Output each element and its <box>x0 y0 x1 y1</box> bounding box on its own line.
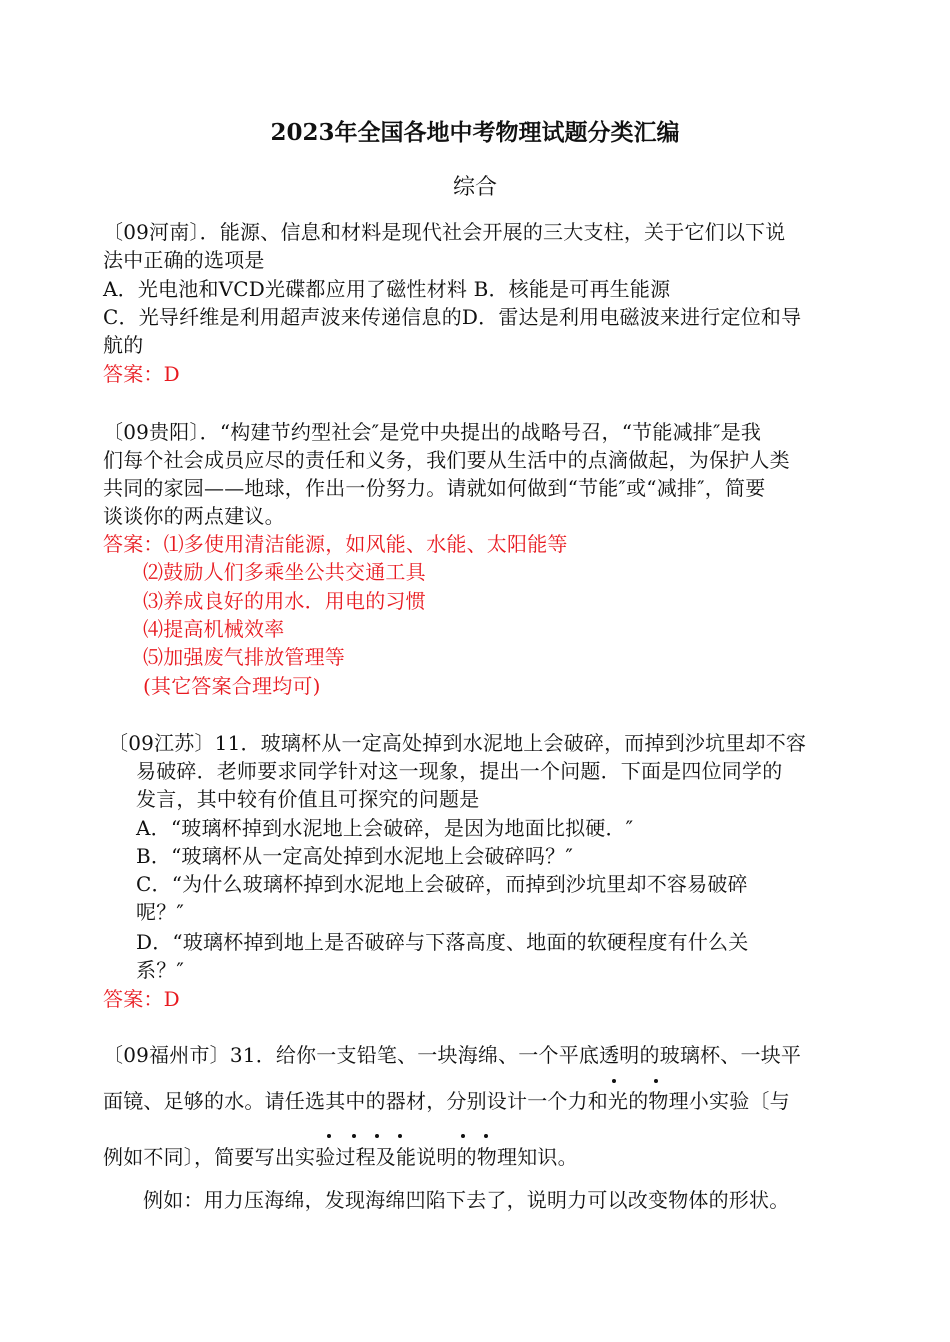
q2-answer-note: (其它答案合理均可) <box>143 674 321 698</box>
document-title: 2023年全国各地中考物理试题分类汇编 <box>270 119 680 146</box>
q3-stem-line: 发言，其中较有价值且可探究的问题是 <box>136 787 480 811</box>
q3-option-d: 系？″ <box>136 958 185 982</box>
q3-option-a: A．“玻璃杯掉到水泥地上会破碎，是因为地面比拟硬．″ <box>136 816 634 840</box>
q2-answer: 答案：⑴多使用清洁能源，如风能、水能、太阳能等 <box>103 532 568 556</box>
q2-stem-line: 共同的家园——地球，作出一份努力。请就如何做到“节能″或“减排″，简要 <box>103 476 766 500</box>
q1-option-cd: C．光导纤维是利用超声波来传递信息的D．雷达是利用电磁波来进行定位和导 <box>103 305 802 329</box>
q2-stem-line: 们每个社会成员应尽的责任和义务，我们要从生活中的点滴做起，为保护人类 <box>103 448 790 472</box>
emphasis-dot <box>461 1134 465 1138</box>
q3-stem-line: 易破碎．老师要求同学针对这一现象，提出一个问题．下面是四位同学的 <box>136 759 783 783</box>
q2-answer-item: ⑵鼓励人们多乘坐公共交通工具 <box>143 560 426 584</box>
q4-stem-line: 例如不同〕，简要写出实验过程及能说明的物理知识。 <box>103 1145 578 1169</box>
q1-option-cd: 航的 <box>103 333 144 357</box>
emphasis-dot <box>654 1079 658 1083</box>
q1-answer: 答案：D <box>103 362 180 386</box>
q4-example: 例如：用力压海绵，发现海绵凹陷下去了，说明力可以改变物体的形状。 <box>143 1188 790 1212</box>
q3-option-c: 呢？″ <box>136 900 185 924</box>
q2-answer-item: ⑷提高机械效率 <box>143 617 285 641</box>
emphasis-dot <box>352 1134 356 1138</box>
q4-stem-line: 〔09福州市〕31．给你一支铅笔、一块海绵、一个平底透明的玻璃杯、一块平 <box>103 1043 802 1067</box>
q1-stem-line: 法中正确的选项是 <box>103 248 265 272</box>
emphasis-dot <box>375 1134 379 1138</box>
emphasis-dot <box>327 1134 331 1138</box>
emphasis-dot <box>484 1134 488 1138</box>
q2-answer-item: ⑸加强废气排放管理等 <box>143 645 345 669</box>
q2-stem-line: 〔09贵阳〕．“构建节约型社会″是党中央提出的战略号召，“节能减排″是我 <box>103 420 762 444</box>
q3-stem-line: 〔09江苏〕11．玻璃杯从一定高处掉到水泥地上会破碎，而掉到沙坑里却不容 <box>108 731 807 755</box>
q3-option-d: D．“玻璃杯掉到地上是否破碎与下落高度、地面的软硬程度有什么关 <box>136 930 749 954</box>
q3-option-c: C．“为什么玻璃杯掉到水泥地上会破碎，而掉到沙坑里却不容易破碎 <box>136 872 748 896</box>
q2-stem-line: 谈谈你的两点建议。 <box>103 504 285 528</box>
q1-option-ab: A．光电池和VCD光碟都应用了磁性材料 B．核能是可再生能源 <box>103 277 671 301</box>
emphasis-dot <box>398 1134 402 1138</box>
section-title: 综合 <box>452 175 497 200</box>
q2-answer-item: ⑶养成良好的用水．用电的习惯 <box>143 589 426 613</box>
q3-answer: 答案：D <box>103 987 180 1011</box>
q4-stem-line: 面镜、足够的水。请任选其中的器材，分别设计一个力和光的物理小实验〔与 <box>103 1089 790 1113</box>
emphasis-dot <box>612 1079 616 1083</box>
q3-option-b: B．“玻璃杯从一定高处掉到水泥地上会破碎吗？″ <box>136 844 573 868</box>
q1-stem-line: 〔09河南〕．能源、信息和材料是现代社会开展的三大支柱，关于它们以下说 <box>103 220 786 244</box>
